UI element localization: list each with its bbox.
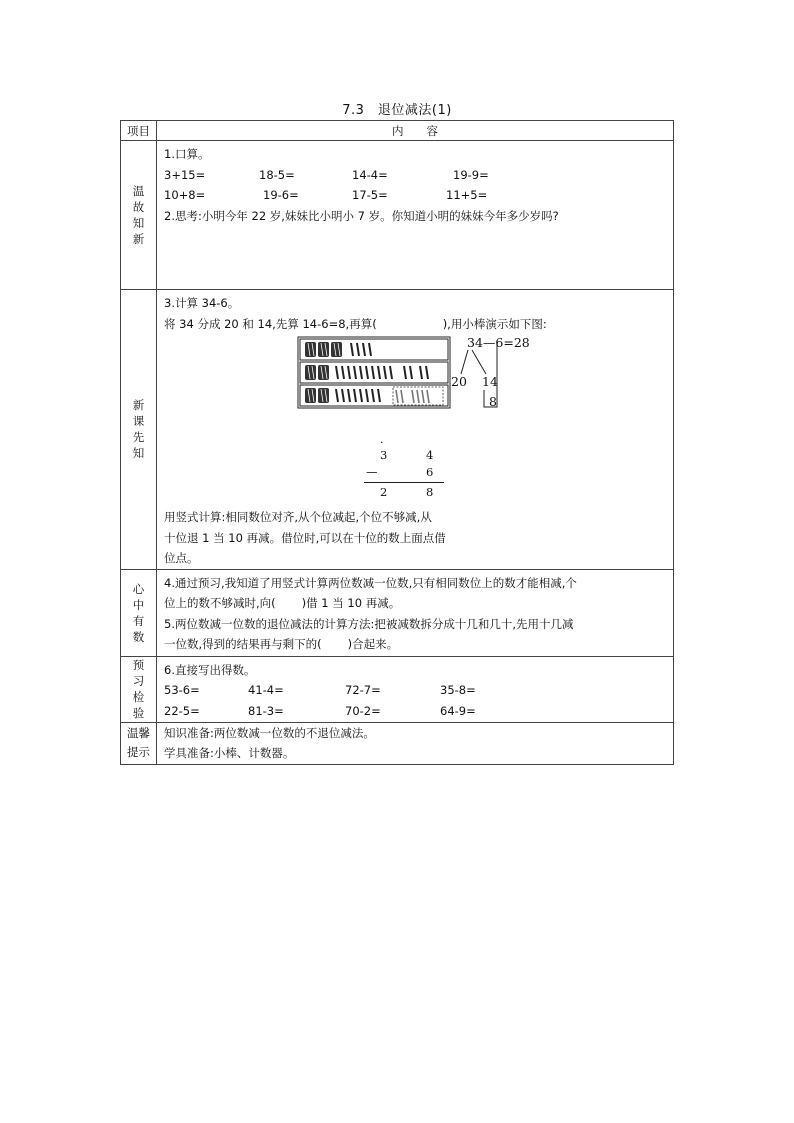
tips-label: 温馨 提示	[121, 722, 157, 764]
mind-row	[121, 569, 674, 656]
q1-title: 1.口算。	[164, 147, 210, 161]
tips-line2: 学具准备:小棒、计数器。	[164, 746, 295, 760]
review-label: 温 故 知 新	[121, 141, 157, 290]
q4-line1: 4.通过预习,我知道了用竖式计算两位数减一位数,只有相同数位上的数才能相减,个	[164, 575, 577, 590]
check-row	[121, 656, 674, 722]
split-result: 8	[489, 394, 497, 409]
tips-content	[157, 722, 674, 764]
q4-line2: 位上的数不够减时,向( )借 1 当 10 再减。	[164, 596, 401, 610]
vertical-rule-1: 用竖式计算:相同数位对齐,从个位减起,个位不够减,从	[164, 510, 432, 524]
borrow-dot: ·	[380, 436, 384, 449]
page-title: 7.3 退位减法(1)	[342, 103, 452, 118]
stick-diagram	[164, 334, 673, 440]
split-right: 14	[482, 374, 498, 389]
review-row	[121, 141, 674, 290]
mind-content	[157, 569, 674, 656]
q1-row1: 3+15= 18-5= 14-4= 19-9=	[164, 167, 489, 182]
q1-row2: 10+8= 19-6= 17-5= 11+5=	[164, 188, 488, 202]
review-content	[157, 141, 674, 290]
header-content: 内 容	[157, 121, 674, 141]
preview-content	[157, 290, 674, 570]
preview-label: 新 课 先 知	[121, 290, 157, 570]
check-content	[157, 656, 674, 722]
split-left: 20	[451, 374, 467, 389]
q6-title: 6.直接写出得数。	[164, 662, 256, 677]
q2-text: 2.思考:小明今年 22 岁,妹妹比小明小 7 岁。你知道小明的妹妹今年多少岁吗?	[164, 208, 559, 223]
vertical-rule-3: 位点。	[164, 551, 199, 565]
q5-line1: 5.两位数减一位数的退位减法的计算方法:把被减数拆分成十几和几十,先用十几减	[164, 616, 574, 631]
split-equation: 34—6=28	[467, 335, 530, 350]
vertical-calculation: · 3 4 — 6 2 8	[164, 440, 673, 507]
check-label: 预 习 检 验	[121, 656, 157, 722]
q3-title: 3.计算 34-6。	[164, 296, 240, 310]
preview-row	[121, 290, 674, 570]
vertical-rule-2: 十位退 1 当 10 再减。借位时,可以在十位的数上面点借	[164, 530, 446, 545]
worksheet-table	[120, 120, 674, 765]
q5-line2: 一位数,得到的结果再与剩下的( )合起来。	[164, 637, 399, 651]
header-row	[121, 121, 674, 141]
header-item: 项目	[121, 121, 157, 141]
q3-intro: 将 34 分成 20 和 14,先算 14-6=8,再算( ),用小棒演示如下图:	[164, 316, 547, 331]
q6-row1: 53-6= 41-4= 72-7= 35-8=	[164, 683, 476, 697]
tips-row	[121, 722, 674, 764]
q6-row2: 22-5= 81-3= 70-2= 64-9=	[164, 703, 476, 718]
tips-line1: 知识准备:两位数减一位数的不退位减法。	[164, 725, 375, 740]
mind-label: 心 中 有 数	[121, 569, 157, 656]
